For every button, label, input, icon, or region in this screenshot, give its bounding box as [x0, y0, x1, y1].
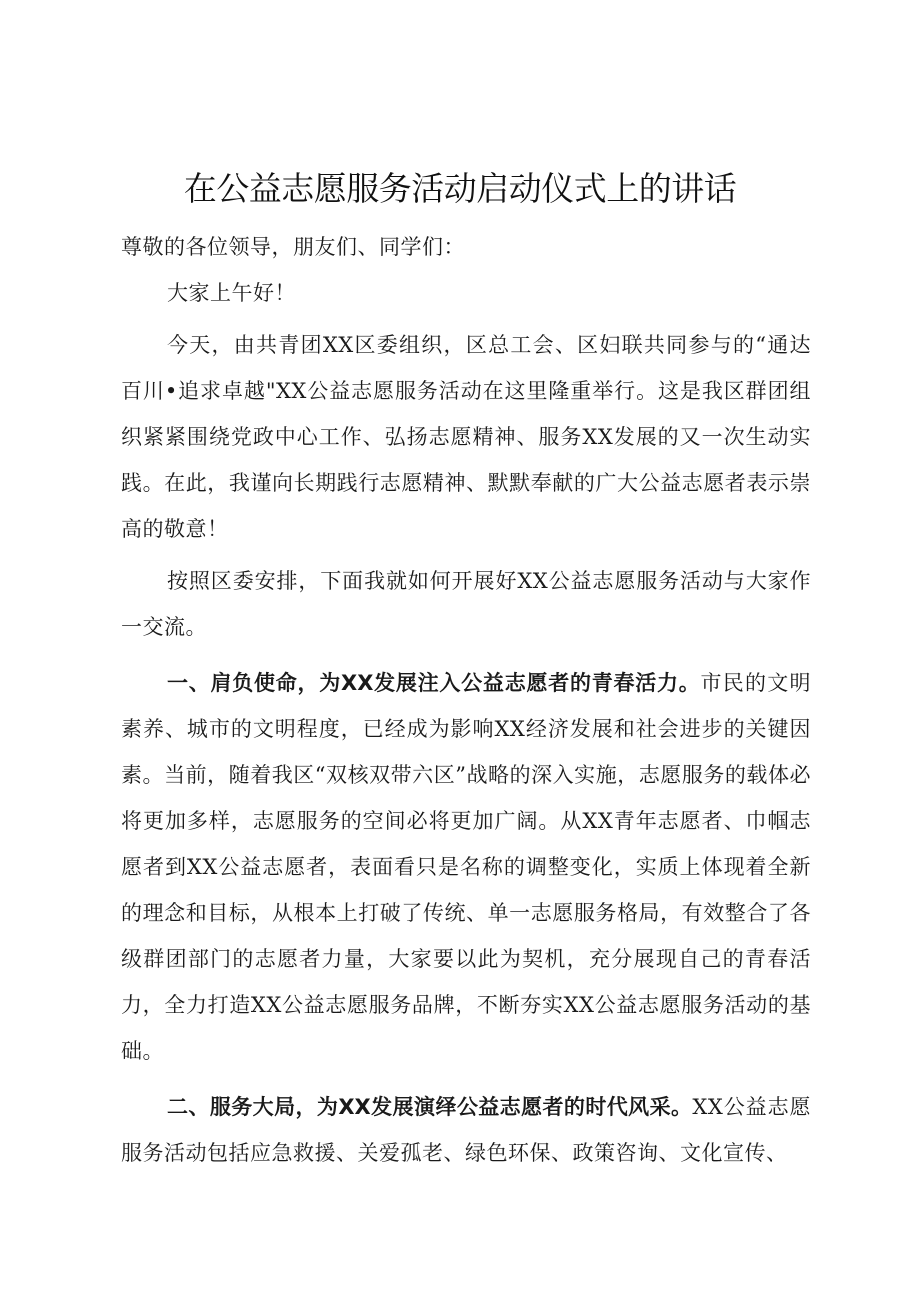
section-1-heading: 一、肩负使命，为XX发展注入公益志愿者的青春活力。	[167, 671, 701, 695]
salutation: 尊敬的各位领导，朋友们、同学们：	[121, 235, 465, 259]
paragraph-opening: 今天，由共青团XX区委组织，区总工会、区妇联共同参与的“通达百川•追求卓越"XX公益志愿服务活动在这里隆重举行。这是我区群团组织紧紧围绕党政中心工作、弘扬志愿精神、服务XX发展的又一次生动实践。在此，我谨向长期践行志愿精神、默默奉献的广大公益志愿者表示崇高的敬意！	[121, 333, 811, 541]
section-2-text: XX公益志愿服务活动包括应急救援、关爱孤老、绿色环保、政策咨询、文化宣传、	[121, 1095, 811, 1165]
paragraph-transition: 按照区委安排，下面我就如何开展好XX公益志愿服务活动与大家作一交流。	[121, 569, 811, 639]
section-1-paragraph	[121, 660, 811, 1074]
section-2-heading: 二、服务大局，为XX发展演绎公益志愿者的时代风采。	[167, 1095, 693, 1119]
document-title: 在公益志愿服务活动启动仪式上的讲话	[183, 169, 737, 208]
greeting: 大家上午好！	[167, 281, 296, 305]
section-2-paragraph	[121, 1084, 811, 1176]
section-1-text: 市民的文明素养、城市的文明程度，已经成为影响XX经济发展和社会进步的关键因素。当前，随着我区“双核双带六区”战略的深入实施，志愿服务的载体必将更加多样，志愿服务的空间必将更加广阔。从XX青年志愿者、巾帼志愿者到XX公益志愿者，表面看只是名称的调整变化，实质上体现着全新的理念和目标，从根本上打破了传统、单一志愿服务格局，有效整合了各级群团部门的志愿者力量，大家要以此为契机，充分展现自己的青春活力，全力打造XX公益志愿服务品牌，不断夯实XX公益志愿服务活动的基础。	[121, 671, 811, 1063]
document-body	[121, 224, 811, 1176]
